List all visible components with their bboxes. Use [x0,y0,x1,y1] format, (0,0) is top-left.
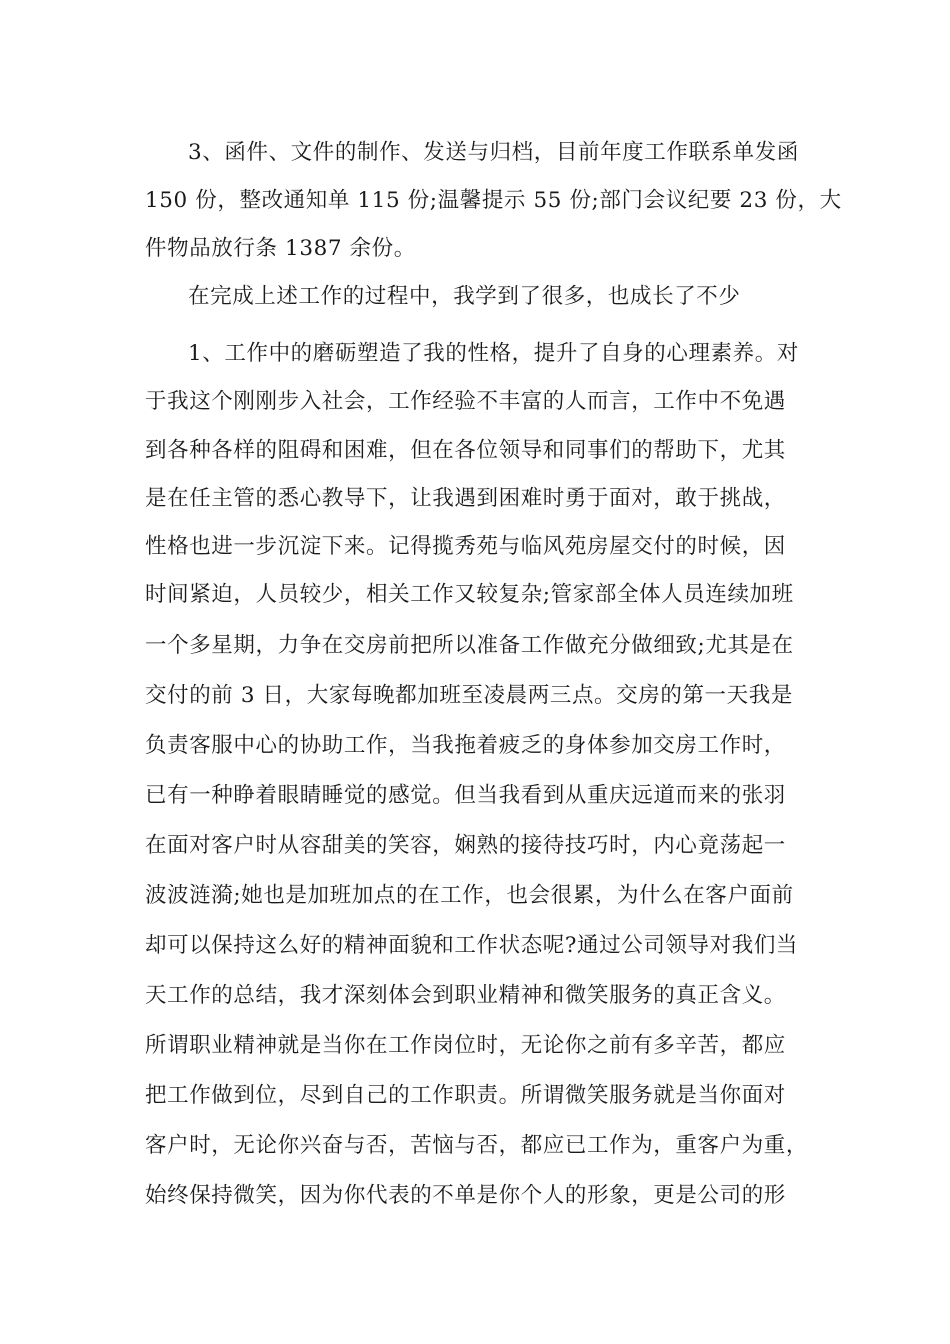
text-line: 把工作做到位，尽到自己的工作职责。所谓微笑服务就是当你面对 [145,1083,786,1108]
text-line: 交付的前 3 日，大家每晚都加班至凌晨两三点。交房的第一天我是 [145,683,793,708]
text-line: 性格也进一步沉淀下来。记得揽秀苑与临风苑房屋交付的时候，因 [145,534,786,559]
text-line: 负责客服中心的协助工作，当我拖着疲乏的身体参加交房工作时， [145,733,786,758]
text-line: 始终保持微笑，因为你代表的不单是你个人的形象，更是公司的形 [145,1183,786,1208]
text-line: 3、函件、文件的制作、发送与归档，目前年度工作联系单发函 [188,140,799,165]
text-line: 却可以保持这么好的精神面貌和工作状态呢?通过公司领导对我们当 [145,933,799,958]
text-line: 在完成上述工作的过程中，我学到了很多，也成长了不少 [188,284,741,309]
text-line: 1、工作中的磨砺塑造了我的性格，提升了自身的心理素养。对 [188,341,799,366]
text-line: 天工作的总结，我才深刻体会到职业精神和微笑服务的真正含义。 [145,983,786,1008]
text-line: 于我这个刚刚步入社会，工作经验不丰富的人而言，工作中不免遇 [145,389,786,414]
text-line: 所谓职业精神就是当你在工作岗位时，无论你之前有多辛苦，都应 [145,1033,786,1058]
text-line: 到各种各样的阻碍和困难，但在各位领导和同事们的帮助下，尤其 [145,438,786,463]
text-line: 150 份，整改通知单 115 份;温馨提示 55 份;部门会议纪要 23 份，大 [145,188,842,213]
text-line: 时间紧迫，人员较少，相关工作又较复杂;管家部全体人员连续加班 [145,582,794,607]
text-line: 一个多星期，力争在交房前把所以准备工作做充分做细致;尤其是在 [145,633,794,658]
text-line: 波波涟漪;她也是加班加点的在工作，也会很累，为什么在客户面前 [145,883,794,908]
text-line: 是在任主管的悉心教导下，让我遇到困难时勇于面对，敢于挑战， [145,486,786,511]
text-line: 件物品放行条 1387 余份。 [145,236,416,261]
text-line: 客户时，无论你兴奋与否，苦恼与否，都应已工作为，重客户为重， [145,1133,809,1158]
text-line: 已有一种睁着眼睛睡觉的感觉。但当我看到从重庆远道而来的张羽 [145,783,786,808]
text-line: 在面对客户时从容甜美的笑容，娴熟的接待技巧时，内心竟荡起一 [145,833,786,858]
